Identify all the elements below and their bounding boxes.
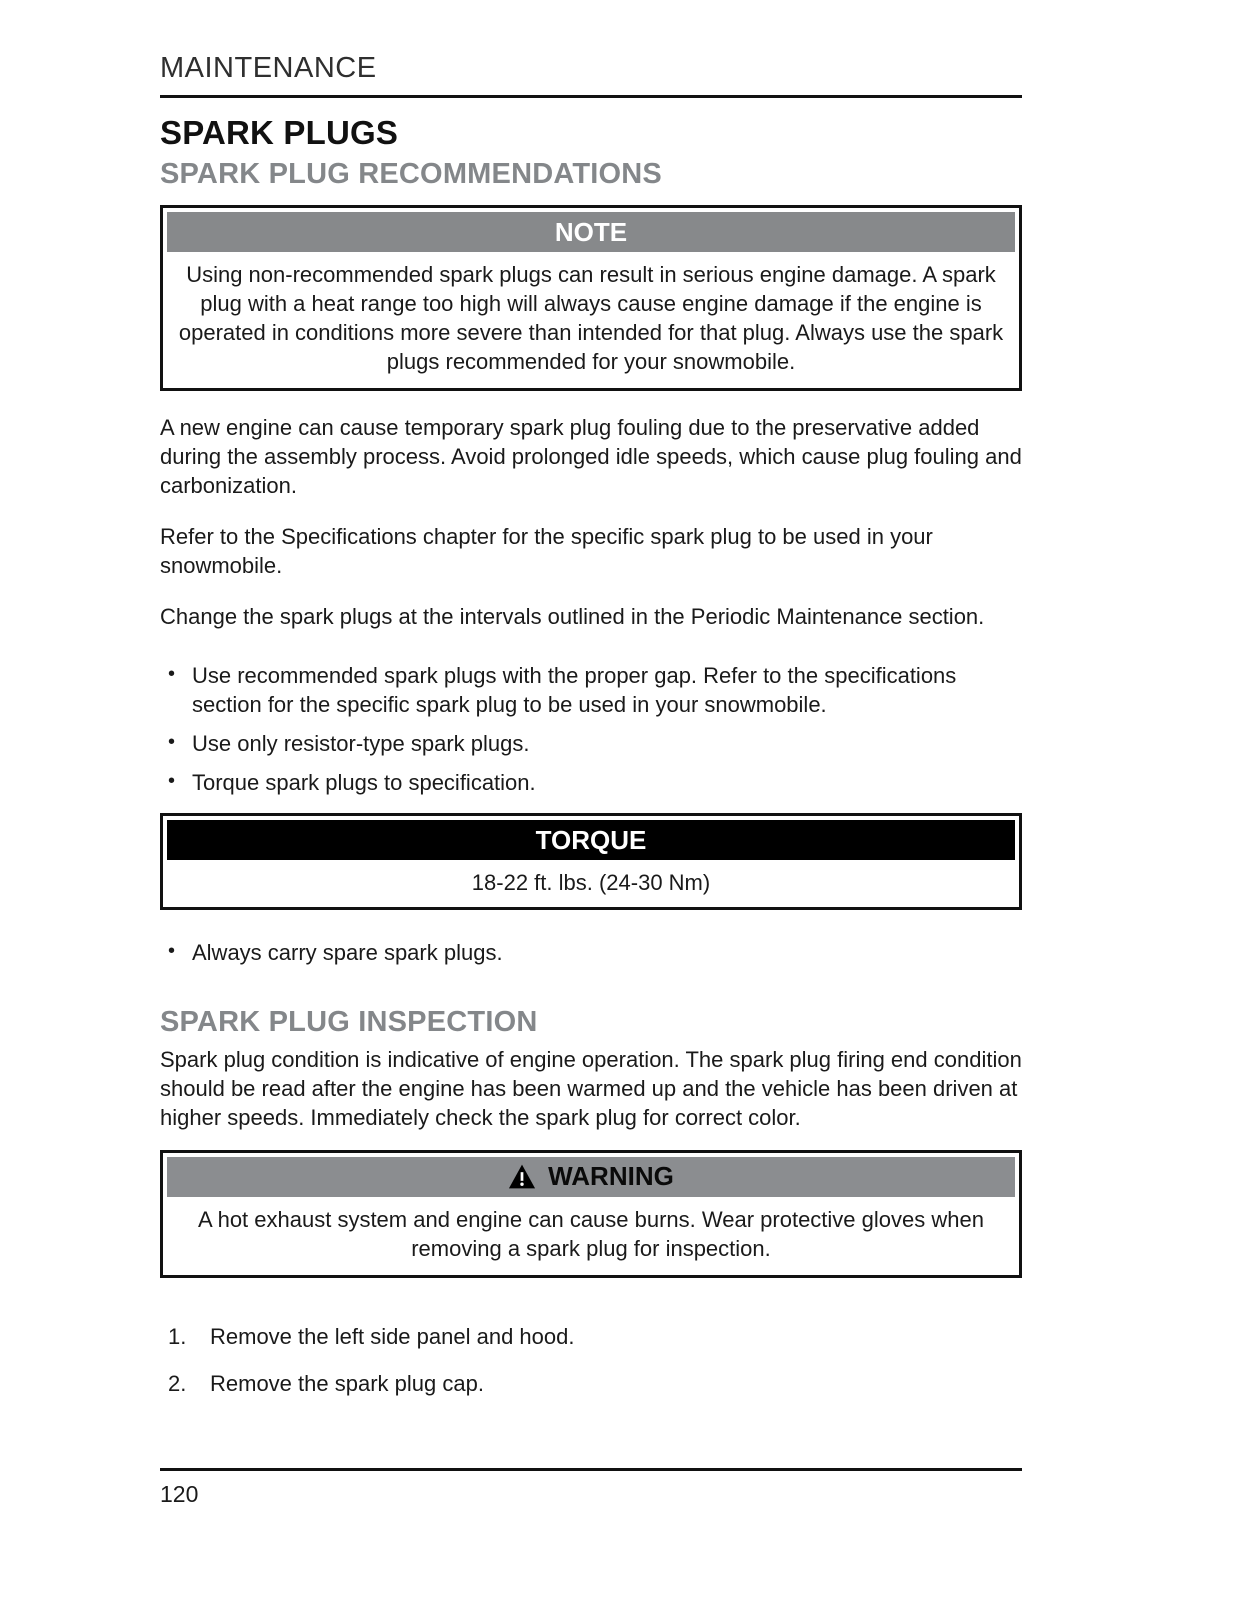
note-box	[160, 205, 1022, 391]
warning-box	[160, 1150, 1022, 1278]
note-box-body: Using non-recommended spark plugs can result in serious engine damage. A spark plug with a heat range too high will always cause engine damage if the engine is operated in conditions more severe than intended for that plug. Always use the spark plugs recommended for your snowmobile.	[178, 262, 1004, 375]
paragraph: Change the spark plugs at the intervals outlined in the Periodic Maintenance section.	[160, 604, 985, 630]
recommendations-bullet-list	[160, 661, 1022, 797]
page-number: 120	[160, 1481, 199, 1507]
list-item: • Torque spark plugs to specification.	[160, 768, 1022, 797]
warning-box-body: A hot exhaust system and engine can cause burns. Wear protective gloves when removing a spark plug for inspection.	[198, 1206, 984, 1261]
torque-box-value: 18-22 ft. lbs. (24-30 Nm)	[471, 870, 711, 896]
list-item: • Use recommended spark plugs with the proper gap. Refer to the specifications section for the specific spark plug to be used in your snowmobile.	[160, 661, 1022, 719]
running-header: MAINTENANCE	[160, 52, 377, 84]
section-heading-inspection: SPARK PLUG INSPECTION	[160, 1005, 538, 1038]
paragraph: Spark plug condition is indicative of engine operation. The spark plug firing end condition should be read after the engine has been warmed up and the vehicle has been driven at higher speeds. Immediately check the spark plug for correct color.	[160, 1046, 1022, 1130]
warning-box-header	[167, 1157, 1015, 1197]
warning-triangle-icon	[508, 1164, 536, 1189]
section-heading-recommendations: SPARK PLUG RECOMMENDATIONS	[160, 158, 662, 190]
list-item: • Use only resistor-type spark plugs.	[160, 729, 1022, 758]
paragraph: A new engine can cause temporary spark plug fouling due to the preservative added during the assembly process. Avoid prolonged idle speeds, which cause plug fouling and carbonization.	[160, 415, 1022, 499]
list-item: • Always carry spare spark plugs.	[160, 938, 1022, 967]
footer-rule	[160, 1468, 1022, 1471]
inspection-step-list	[160, 1322, 1022, 1398]
header-rule	[160, 95, 1022, 98]
page-content	[160, 52, 1022, 1398]
paragraph: Refer to the Specifications chapter for the specific spark plug to be used in your snowmobile.	[160, 524, 933, 579]
spare-plugs-bullet-list	[160, 938, 1022, 967]
step-item: Remove the spark plug cap.	[210, 1370, 484, 1396]
page-footer	[160, 1468, 1022, 1508]
torque-spec-box	[160, 813, 1022, 910]
page-title: SPARK PLUGS	[160, 114, 399, 151]
torque-box-header: TORQUE	[167, 820, 1015, 860]
step-item: Remove the left side panel and hood.	[210, 1323, 575, 1349]
note-box-header: NOTE	[167, 212, 1015, 252]
warning-box-label: WARNING	[548, 1161, 674, 1192]
